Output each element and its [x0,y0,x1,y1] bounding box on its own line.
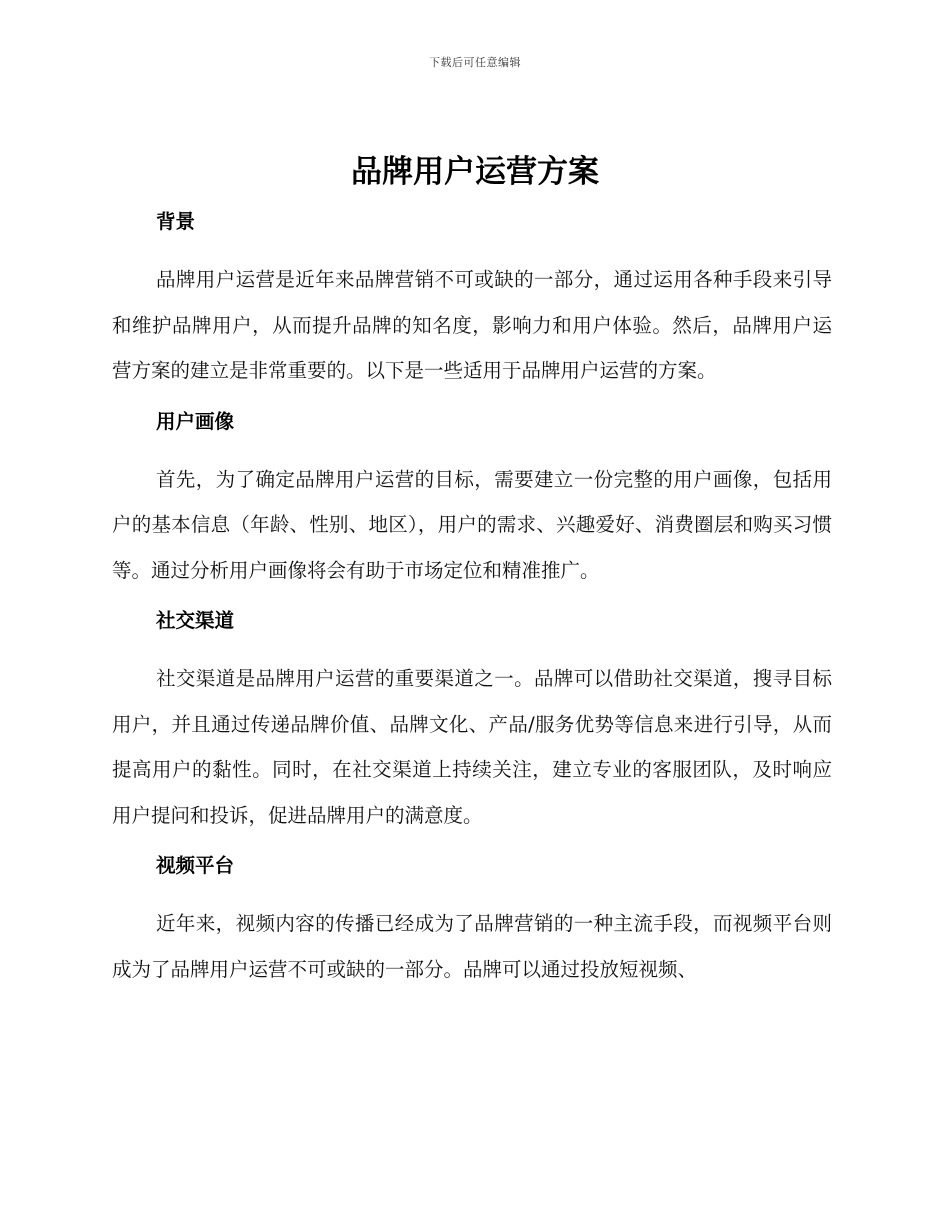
section-heading: 视频平台 [156,854,235,877]
section-heading: 社交渠道 [156,609,235,632]
section-paragraph: 社交渠道是品牌用户运营的重要渠道之一。品牌可以借助社交渠道，搜寻目标用户，并且通过传递品牌价值、品牌文化、产品/服务优势等信息来进行引导，从而提高用户的黏性。同时，在社交渠道上持续关注，建立专业的客服团队，及时响应用户提问和投诉，促进品牌用户的满意度。 [112,667,832,827]
page-title: 品牌用户运营方案 [351,154,599,190]
header-note: 下载后可任意编辑 [429,56,521,69]
section-paragraph: 首先，为了确定品牌用户运营的目标，需要建立一份完整的用户画像，包括用户的基本信息（年龄、性别、地区），用户的需求、兴趣爱好、消费圈层和购买习惯等。通过分析用户画像将会有助于市场定位和精准推广。 [112,467,832,582]
section-heading: 背景 [156,210,196,233]
section-social-channels [112,603,832,848]
section-paragraph: 品牌用户运营是近年来品牌营销不可或缺的一部分，通过运用各种手段来引导和维护品牌用户，从而提升品牌的知名度，影响力和用户体验。然后，品牌用户运营方案的建立是非常重要的。以下是一些适用于品牌用户运营的方案。 [112,268,832,382]
document-body [112,204,832,992]
section-heading: 用户画像 [156,409,235,433]
section-background [112,204,832,404]
section-paragraph: 近年来，视频内容的传播已经成为了品牌营销的一种主流手段，而视频平台则成为了品牌用户运营不可或缺的一部分。品牌可以通过投放短视频、 [112,912,832,981]
section-video-platform [112,848,832,992]
section-user-persona [112,404,832,604]
